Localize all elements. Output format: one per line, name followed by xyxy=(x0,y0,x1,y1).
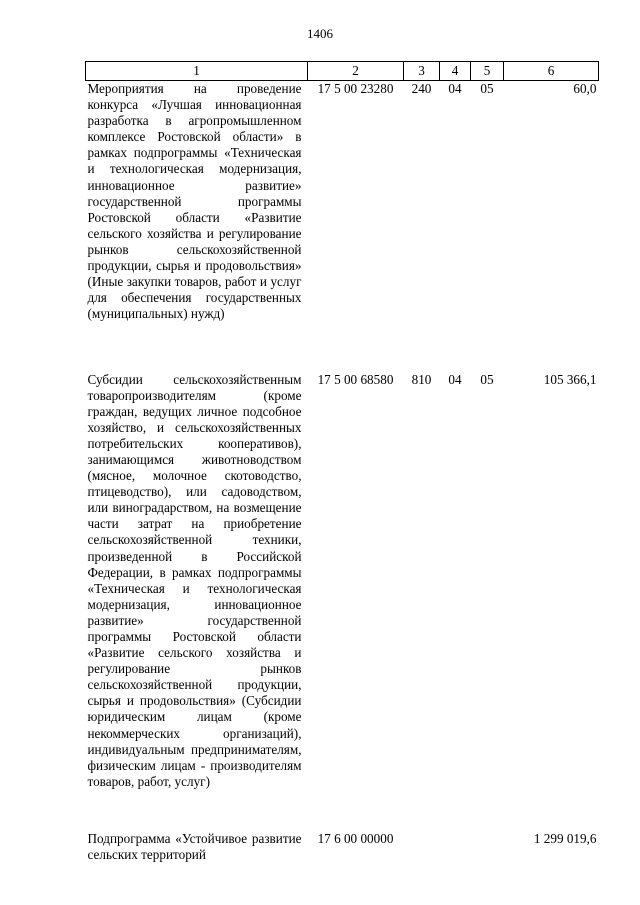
row-name-cell: Подпрограмма «Устойчивое развитие сельских территорий xyxy=(87,830,302,862)
section-cell: 04 xyxy=(448,371,462,387)
section-cell: 04 xyxy=(448,81,462,96)
column-header: 4 xyxy=(440,62,471,81)
subsection-cell xyxy=(471,831,504,869)
column-header: 5 xyxy=(471,62,504,81)
column-header: 6 xyxy=(504,62,599,81)
budget-table xyxy=(85,61,599,869)
row-name-cell: Мероприятия на проведение конкурса «Лучшая инновационная разработка в агропромышленном комплексе Ростовской области» в рамках подпрограммы «Техническая и технологическая модернизация, инновационное развитие» государственной программы Ростовской области «Развитие сельского хозяйства и регулирование рынков сельскохозяйственной продукции, сырья и продовольствия» (Иные закупки товаров, работ и услуг для обеспечения государственных (муниципальных) нужд) xyxy=(87,81,302,322)
section-cell xyxy=(440,831,471,869)
subsection-cell: 05 xyxy=(480,81,494,96)
target-article-code-cell: 17 5 00 23280 xyxy=(317,81,394,96)
amount-cell: 1 299 019,6 xyxy=(533,830,597,846)
page-number: 1406 xyxy=(307,26,333,41)
expense-type-cell: 240 xyxy=(411,81,432,96)
expense-type-cell xyxy=(404,831,440,869)
target-article-code-cell: 17 5 00 68580 xyxy=(317,371,394,387)
column-header: 2 xyxy=(308,62,404,81)
target-article-code-cell: 17 6 00 00000 xyxy=(317,830,394,846)
table-row xyxy=(86,372,599,831)
row-name-cell: Субсидии сельскохозяйственным товаропроизводителям (кроме граждан, ведущих личное подсобное хозяйство, и сельскохозяйственных потребительских кооперативов), занимающимся животноводством (мясное, молочное скотоводство, птицеводство), или садоводством, или виноградарством, на возмещение части затрат на приобретение сельскохозяйственной техники, произведенной в Российской Федерации, в рамках подпрограммы «Техническая и технологическая модернизация, инновационное развитие» государственной программы Ростовской области «Развитие сельского хозяйства и регулирование рынков сельскохозяйственной продукции, сырья и продовольствия» (Субсидии юридическим лицам (кроме некоммерческих организаций), индивидуальным предпринимателям, физическим лицам - производителям товаров, работ, услуг) xyxy=(87,371,302,789)
column-header: 3 xyxy=(404,62,440,81)
table-header-row xyxy=(86,62,599,81)
expense-type-cell: 810 xyxy=(411,371,432,387)
amount-cell: 60,0 xyxy=(573,81,597,96)
column-header: 1 xyxy=(86,62,308,81)
table-row xyxy=(86,831,599,869)
subsection-cell: 05 xyxy=(480,371,494,387)
table-row xyxy=(86,81,599,372)
amount-cell: 105 366,1 xyxy=(543,371,597,387)
